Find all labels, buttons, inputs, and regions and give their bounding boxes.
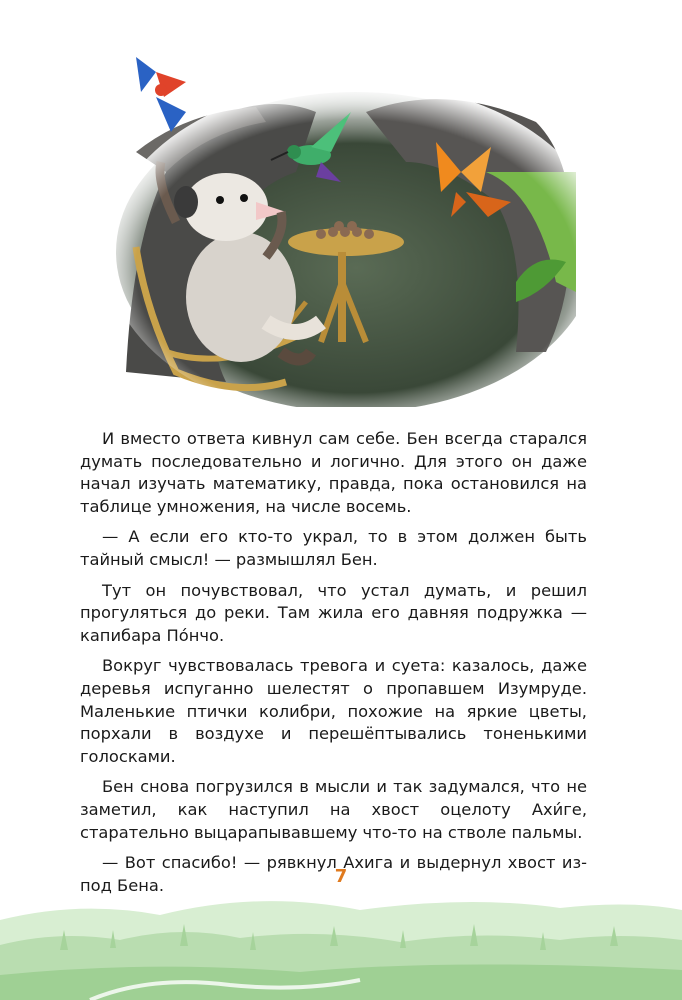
story-text — [80, 428, 587, 905]
paragraph: Тут он почувствовал, что устал думать, и решил прогуляться до реки. Там жила его давняя подружка — капибара По́нчо. — [80, 580, 587, 645]
paragraph: — А если его кто-то украл, то в этом должен быть тайный смысл! — размышлял Бен. — [80, 527, 587, 569]
butterfly-icon — [136, 57, 186, 132]
paragraph: И вместо ответа кивнул сам себе. Бен всегда старался думать последовательно и логично. Для этого он даже начал изучать математику, правда, пока остановился на таблице умножения, на числе восемь. — [80, 429, 587, 516]
paragraph: Бен снова погрузился в мысли и так задумался, что не заметил, как наступил на хвост оцелоту Ахи́ге, старательно выцарапывавшему что-то на стволе пальмы. — [80, 777, 587, 842]
paragraph: Вокруг чувствовалась тревога и суета: казалось, даже деревья испуганно шелестят о пропавшем Изумруде. Маленькие птички колибри, похожие на яркие цветы, порхали в воздухе и перешёптывались тоненькими голосками. — [80, 656, 587, 766]
page-number: 7 — [334, 866, 348, 887]
paragraph: — Вот спасибо! — рявкнул Ахига и выдернул хвост из-под Бена. — [80, 853, 587, 895]
story-illustration — [116, 52, 576, 407]
jungle-landscape-icon — [0, 880, 682, 1000]
